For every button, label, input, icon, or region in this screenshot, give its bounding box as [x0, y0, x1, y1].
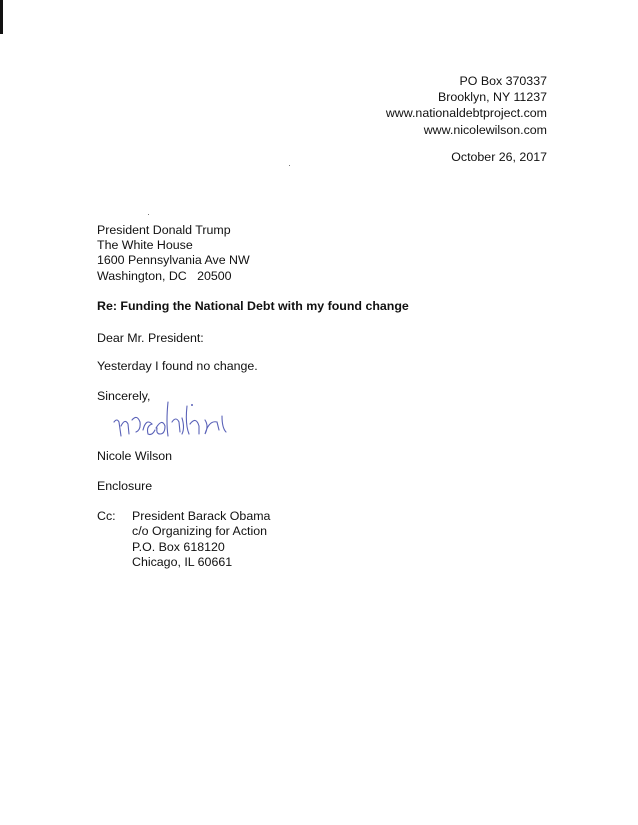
signer-name: Nicole Wilson	[97, 449, 173, 463]
cc-organization: c/o Organizing for Action	[132, 524, 267, 539]
sender-po-box: PO Box 370337	[459, 74, 547, 88]
letter-date: October 26, 2017	[451, 150, 547, 164]
scan-speck	[148, 214, 149, 215]
recipient-name: President Donald Trump	[97, 223, 231, 237]
sender-website-personal: www.nicolewilson.com	[423, 122, 547, 137]
cc-recipient	[132, 509, 270, 571]
sender-address	[386, 73, 547, 138]
cc-city: Chicago, IL 60661	[132, 555, 233, 570]
handwritten-signature	[110, 396, 280, 444]
recipient-building: The White House	[97, 238, 193, 253]
sender-website-project: www.nationaldebtproject.com	[385, 106, 547, 121]
closing: Sincerely,	[97, 389, 151, 403]
cc-po-box: P.O. Box 618120	[132, 539, 225, 554]
cc-label: Cc:	[97, 509, 116, 523]
letter-body: Yesterday I found no change.	[97, 359, 258, 373]
sender-city: Brooklyn, NY 11237	[437, 90, 547, 105]
scan-speck	[289, 165, 290, 166]
recipient-street: 1600 Pennsylvania Ave NW	[97, 253, 250, 268]
enclosure-note: Enclosure	[97, 479, 153, 493]
subject-line: Re: Funding the National Debt with my found change	[97, 299, 409, 313]
recipient-city: Washington, DC 20500	[97, 268, 232, 283]
scan-edge-mark	[0, 0, 3, 34]
cc-name: President Barack Obama	[132, 509, 271, 523]
recipient-address	[97, 223, 250, 284]
salutation: Dear Mr. President:	[97, 331, 204, 345]
